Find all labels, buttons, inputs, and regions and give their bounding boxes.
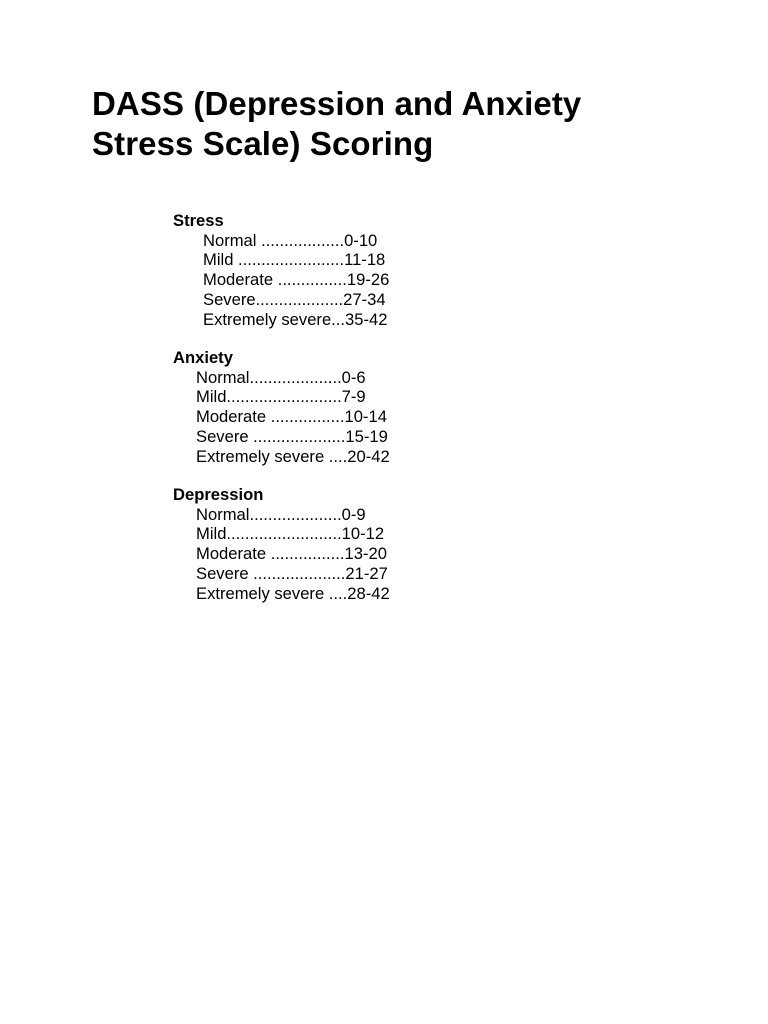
depression-section [173, 485, 390, 603]
depression-row-moderate: Moderate ................13-20 [196, 544, 387, 564]
stress-section [173, 211, 389, 329]
depression-row-normal: Normal....................0-9 [196, 504, 366, 524]
anxiety-heading: Anxiety [173, 348, 233, 367]
stress-row-extremely-severe: Extremely severe...35-42 [203, 309, 388, 329]
stress-row-severe: Severe...................27-34 [203, 289, 386, 309]
anxiety-row-normal: Normal....................0-6 [196, 367, 366, 387]
stress-row-mild: Mild .......................11-18 [203, 250, 386, 270]
anxiety-row-mild: Mild.........................7-9 [196, 387, 366, 407]
depression-row-extremely-severe: Extremely severe ....28-42 [196, 583, 390, 603]
depression-heading: Depression [173, 485, 264, 504]
stress-heading: Stress [173, 211, 224, 230]
page-title [92, 84, 581, 164]
anxiety-row-extremely-severe: Extremely severe ....20-42 [196, 446, 390, 466]
depression-row-severe: Severe ....................21-27 [196, 563, 388, 583]
page-title-line-1: DASS (Depression and Anxiety [92, 85, 582, 122]
anxiety-row-moderate: Moderate ................10-14 [196, 407, 387, 427]
stress-row-moderate: Moderate ...............19-26 [203, 270, 390, 290]
depression-row-mild: Mild.........................10-12 [196, 524, 385, 544]
anxiety-row-severe: Severe ....................15-19 [196, 426, 388, 446]
stress-row-normal: Normal ..................0-10 [203, 230, 378, 250]
anxiety-section [173, 348, 390, 466]
page-title-line-2: Stress Scale) Scoring [92, 125, 434, 162]
